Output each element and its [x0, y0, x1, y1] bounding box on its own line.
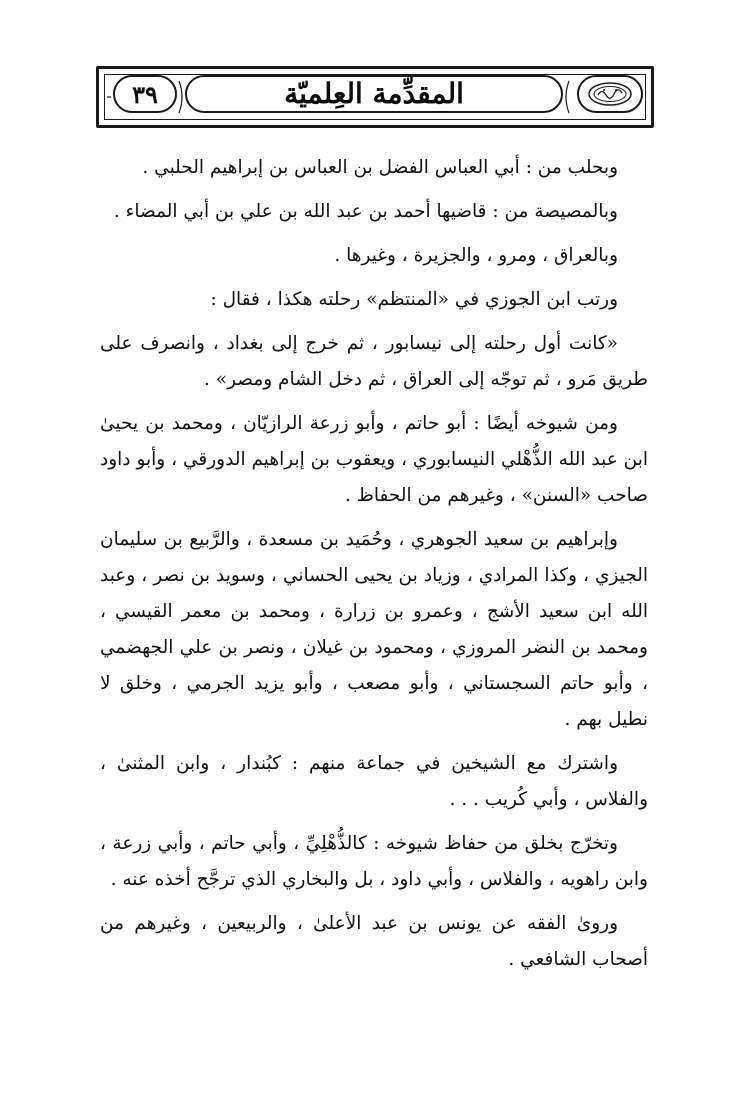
page-number-cartouche [113, 75, 177, 113]
title-cartouche [185, 75, 563, 113]
paragraph-teachers: ومن شيوخه أيضًا : أبو حاتم ، وأبو زرعة الرازيّان ، ومحمد بن يحيىٰ ابن عبد الله الذُّهْلي النيسابوري ، ويعقوب بن إبراهيم الدورقي ، وأبو داود صاحب «السنن» ، وغيرهم من الحفاظ . [100, 413, 648, 506]
paragraph-quote: «كانت أول رحلته إلى نيسابور ، ثم خرج إلى بغداد ، وانصرف على طريق مَرو ، ثم توجّه إلى العراق ، ثم دخل الشام ومصر» . [100, 333, 648, 390]
paragraph-massisa: وبالمصيصة من : قاضيها أحمد بن عبد الله بن علي بن أبي المضاء . [113, 201, 618, 222]
page-number: ٣٩ [132, 79, 158, 109]
paragraph-graduated: وتخرّج بخلق من حفاظ شيوخه : كالذُّهْلِيِّ ، وأبي حاتم ، وأبي زرعة ، وابن راهويه ، والفلاس ، وأبي داود ، بل والبخاري الذي ترجَّح أخذه عنه . [100, 833, 648, 890]
paragraph-ibn-jawzi: ورتب ابن الجوزي في «المنتظم» رحلته هكذا ، فقال : [210, 289, 618, 310]
paragraph-more-teachers: وإبراهيم بن سعيد الجوهري ، وحُمَيد بن مسعدة ، والرَّبيع بن سليمان الجيزي ، وكذا المرادي ، وزياد بن يحيى الحساني ، وسويد بن نصر ، وعبد الله ابن سعيد الأشج ، وعمرو بن زرارة ، ومحمد بن معمر القيسي ، ومحمد بن النضر المروزي ، ومحمود بن غيلان ، ونصر بن علي الجهضمي ، وأبو حاتم السجستاني ، وأبو مصعب ، وأبو يزيد الجرمي ، وخلق لا نطيل بهم . [100, 529, 648, 730]
seal-ornament-icon [586, 80, 634, 108]
paragraph-fiqh: وروىٰ الفقه عن يونس بن عبد الأعلىٰ ، والربيعين ، وغيرهم من أصحاب الشافعي . [100, 913, 648, 970]
paragraph-shared-teachers: واشترك مع الشيخين في جماعة منهم : كبُندار ، وابن المثنىٰ ، والفلاس ، وأبي كُريب . . . [100, 753, 648, 810]
page-body [100, 150, 648, 978]
paragraph-iraq: وبالعراق ، ومرو ، والجزيرة ، وغيرها . [334, 245, 618, 266]
page-title: المقدِّمة العِلميّة [284, 77, 464, 110]
page-header [96, 66, 654, 128]
paragraph-aleppo: وبحلب من : أبي العباس الفضل بن العباس بن إبراهيم الحلبي . [142, 157, 618, 178]
publisher-seal-icon [577, 75, 643, 113]
